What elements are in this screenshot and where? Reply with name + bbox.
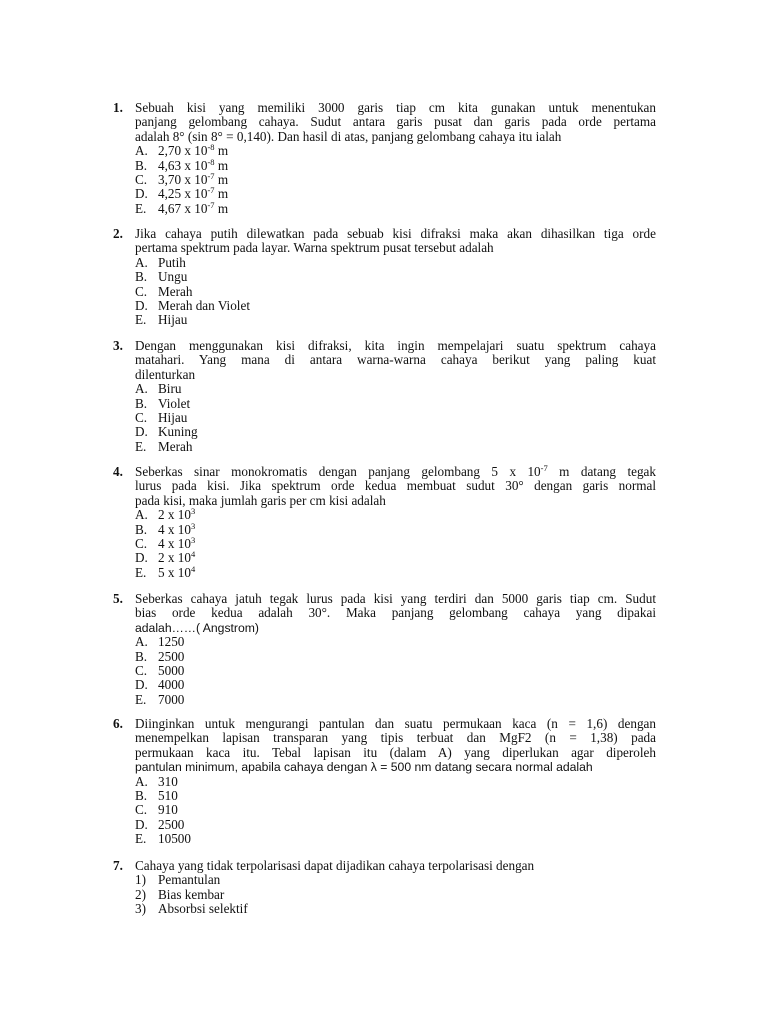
option-text xyxy=(158,144,228,158)
answer-options xyxy=(135,775,656,847)
answer-option-1 xyxy=(135,873,656,887)
option-exponent: 3 xyxy=(190,506,196,517)
stem-line: permukaan kaca itu. Tebal lapisan itu (dalam A) yang diperlukan agar diperoleh xyxy=(135,744,656,760)
option-base: 4,25 x 10 xyxy=(158,186,208,202)
answer-option-e xyxy=(135,313,656,327)
answer-option-d xyxy=(135,551,656,565)
answer-option-b xyxy=(135,520,656,537)
option-base: 4 x 10 xyxy=(158,521,191,537)
option-label: 2) xyxy=(135,886,146,902)
option-exponent: 4 xyxy=(190,549,196,560)
option-text xyxy=(158,156,229,173)
option-label: B. xyxy=(135,269,148,285)
option-base: 2 x 10 xyxy=(158,507,191,523)
answer-options xyxy=(135,382,656,454)
option-text: 10500 xyxy=(158,831,191,847)
stem-line: bias orde kedua adalah 30°. Maka panjang gelombang cahaya yang dipakai xyxy=(135,605,656,621)
answer-option-a xyxy=(135,635,656,649)
stem-line: pertama spektrum pada layar. Warna spektrum pusat tersebut adalah xyxy=(135,240,494,256)
option-exponent: -7 xyxy=(207,199,215,210)
option-label: C. xyxy=(135,283,148,299)
answer-option-c xyxy=(135,285,656,299)
option-label: C. xyxy=(135,410,148,426)
option-text xyxy=(158,563,196,580)
option-text: 310 xyxy=(158,773,178,789)
answer-option-b xyxy=(135,397,656,411)
option-label: D. xyxy=(135,550,148,566)
option-text: 510 xyxy=(158,788,178,804)
option-label: B. xyxy=(135,521,148,537)
answer-option-c xyxy=(135,411,656,425)
question-stem xyxy=(135,227,656,256)
option-label: A. xyxy=(135,381,148,397)
question-number: 4. xyxy=(113,464,123,479)
option-text: 5000 xyxy=(158,663,185,679)
option-text: 910 xyxy=(158,802,178,818)
question-7 xyxy=(113,859,656,917)
option-unit: m xyxy=(214,186,229,202)
option-label: E. xyxy=(135,564,147,580)
option-text: Ungu xyxy=(158,269,188,285)
option-label: C. xyxy=(135,663,148,679)
option-text: 2500 xyxy=(158,816,185,832)
answer-option-3 xyxy=(135,902,656,916)
option-text: Merah xyxy=(158,283,193,299)
answer-option-e xyxy=(135,693,656,707)
stem-exponent: -7 xyxy=(540,463,548,473)
stem-line: pada kisi, maka jumlah garis per cm kisi adalah xyxy=(135,492,386,508)
answer-options xyxy=(135,256,656,328)
answer-option-d xyxy=(135,818,656,832)
option-base: 2 x 10 xyxy=(158,550,191,566)
stem-line: Seberkas cahaya jatuh tegak lurus pada kisi yang terdiri dan 5000 garis tiap cm. Sudut xyxy=(135,591,656,606)
option-text xyxy=(158,199,229,216)
stem-line xyxy=(135,465,656,479)
question-number: 3. xyxy=(113,338,123,353)
option-text: Pemantulan xyxy=(158,872,221,888)
question-5 xyxy=(113,592,656,707)
option-label: 3) xyxy=(135,901,146,917)
answer-option-e xyxy=(135,440,656,454)
option-text: Bias kembar xyxy=(158,886,225,902)
option-text xyxy=(158,508,195,522)
option-unit: m xyxy=(214,143,229,159)
option-label: D. xyxy=(135,424,148,440)
question-stem xyxy=(135,465,656,508)
option-label: A. xyxy=(135,254,148,270)
option-label: B. xyxy=(135,788,148,804)
answer-options xyxy=(135,873,656,916)
option-label: E. xyxy=(135,831,147,847)
question-number: 1. xyxy=(113,100,123,115)
option-label: E. xyxy=(135,200,147,216)
stem-line: Diinginkan untuk mengurangi pantulan dan suatu permukaan kaca (n = 1,6) dengan xyxy=(135,716,656,731)
option-label: E. xyxy=(135,312,147,328)
answer-option-c xyxy=(135,537,656,551)
option-label: B. xyxy=(135,395,148,411)
option-text: Absorbsi selektif xyxy=(158,901,248,917)
question-4 xyxy=(113,465,656,580)
question-1 xyxy=(113,101,656,216)
stem-line: Cahaya yang tidak terpolarisasi dapat dijadikan cahaya terpolarisasi dengan xyxy=(135,858,535,873)
answer-option-d xyxy=(135,425,656,439)
option-label: A. xyxy=(135,773,148,789)
option-text: Hijau xyxy=(158,410,188,426)
stem-line: menempelkan lapisan transparan yang tipis terbuat dan MgF2 (n = 1,38) pada xyxy=(135,730,656,746)
option-base: 3,70 x 10 xyxy=(158,172,208,188)
answer-option-b xyxy=(135,650,656,664)
option-unit: m xyxy=(214,157,229,173)
question-stem xyxy=(135,101,656,144)
question-number: 7. xyxy=(113,858,123,873)
option-base: 4 x 10 xyxy=(158,536,191,552)
option-base: 2,70 x 10 xyxy=(158,143,208,159)
answer-option-e xyxy=(135,563,656,580)
option-text xyxy=(158,187,228,201)
stem-line: adalah 8° (sin 8° = 0,140). Dan hasil di atas, panjang gelombang cahaya itu ialah xyxy=(135,128,562,144)
option-text: 2500 xyxy=(158,648,185,664)
option-label: 1) xyxy=(135,872,146,888)
answer-option-a xyxy=(135,775,656,789)
option-label: C. xyxy=(135,172,148,188)
stem-line: Sebuah kisi yang memiliki 3000 garis tiap cm kita gunakan untuk menentukan xyxy=(135,100,656,115)
answer-options xyxy=(135,635,656,707)
answer-options xyxy=(135,508,656,580)
question-number: 5. xyxy=(113,591,123,606)
option-exponent: 4 xyxy=(190,563,196,574)
option-text: Violet xyxy=(158,395,191,411)
stem-line: matahari. Yang mana di antara warna-warna cahaya berikut yang paling kuat xyxy=(135,352,656,368)
stem-text: m datang tegak xyxy=(547,464,656,479)
option-label: A. xyxy=(135,143,148,159)
option-label: B. xyxy=(135,648,148,664)
option-exponent: -7 xyxy=(207,185,215,196)
option-text: 4000 xyxy=(158,677,185,693)
answer-option-a xyxy=(135,256,656,270)
answer-option-2 xyxy=(135,888,656,902)
stem-line: pantulan minimum, apabila cahaya dengan λ = 500 nm datang secara normal adalah xyxy=(135,760,593,775)
option-label: E. xyxy=(135,438,147,454)
option-base: 4,67 x 10 xyxy=(158,200,208,216)
option-exponent: 3 xyxy=(190,520,196,531)
answer-option-a xyxy=(135,508,656,522)
option-text xyxy=(158,520,196,537)
stem-line: panjang gelombang cahaya. Sudut antara garis pusat dan garis pada orde pertama xyxy=(135,114,656,130)
stem-line: dilenturkan xyxy=(135,366,196,382)
answer-option-e xyxy=(135,199,656,216)
option-label: D. xyxy=(135,186,148,202)
stem-text: ……( Angstrom) xyxy=(171,620,259,635)
option-text: Putih xyxy=(158,254,186,270)
option-text xyxy=(158,551,195,565)
answer-option-a xyxy=(135,382,656,396)
option-base: 4,63 x 10 xyxy=(158,157,208,173)
stem-line xyxy=(135,621,656,635)
option-unit: m xyxy=(214,200,229,216)
question-stem xyxy=(135,339,656,382)
option-text: Merah xyxy=(158,438,193,454)
option-base: 5 x 10 xyxy=(158,564,191,580)
answer-option-b xyxy=(135,270,656,284)
option-text: 1250 xyxy=(158,634,185,650)
option-label: C. xyxy=(135,802,148,818)
option-label: E. xyxy=(135,691,147,707)
answer-option-b xyxy=(135,789,656,803)
question-3 xyxy=(113,339,656,454)
option-text: Kuning xyxy=(158,424,198,440)
option-text: Biru xyxy=(158,381,182,397)
option-label: D. xyxy=(135,677,148,693)
answer-option-c xyxy=(135,803,656,817)
question-number: 2. xyxy=(113,226,123,241)
question-number: 6. xyxy=(113,716,123,731)
option-label: C. xyxy=(135,536,148,552)
option-label: D. xyxy=(135,816,148,832)
option-label: A. xyxy=(135,507,148,523)
answer-options xyxy=(135,144,656,216)
stem-text: adalah xyxy=(135,620,172,635)
question-stem xyxy=(135,592,656,635)
question-2 xyxy=(113,227,656,328)
question-stem xyxy=(135,717,656,775)
option-text: Hijau xyxy=(158,312,188,328)
option-exponent: -8 xyxy=(207,156,215,167)
question-6 xyxy=(113,717,656,847)
stem-text: Seberkas sinar monokromatis dengan panjang gelombang 5 x 10 xyxy=(135,464,541,479)
option-label: A. xyxy=(135,634,148,650)
option-text: Merah dan Violet xyxy=(158,298,250,314)
stem-line: lurus pada kisi. Jika spektrum orde kedua membuat sudut 30° dengan garis normal xyxy=(135,478,656,494)
stem-line: Jika cahaya putih dilewatkan pada sebuab kisi difraksi maka akan dihasilkan tiga orde xyxy=(135,226,656,241)
answer-option-d xyxy=(135,678,656,692)
option-label: B. xyxy=(135,157,148,173)
stem-line: Dengan menggunakan kisi difraksi, kita ingin mempelajari suatu spektrum cahaya xyxy=(135,338,656,353)
answer-option-c xyxy=(135,664,656,678)
option-unit: m xyxy=(214,172,229,188)
option-text: 7000 xyxy=(158,691,185,707)
answer-option-d xyxy=(135,299,656,313)
option-exponent: -8 xyxy=(207,142,215,153)
option-exponent: -7 xyxy=(207,171,215,182)
option-label: D. xyxy=(135,298,148,314)
option-exponent: 3 xyxy=(190,535,196,546)
question-stem xyxy=(135,859,656,873)
answer-option-e xyxy=(135,832,656,846)
